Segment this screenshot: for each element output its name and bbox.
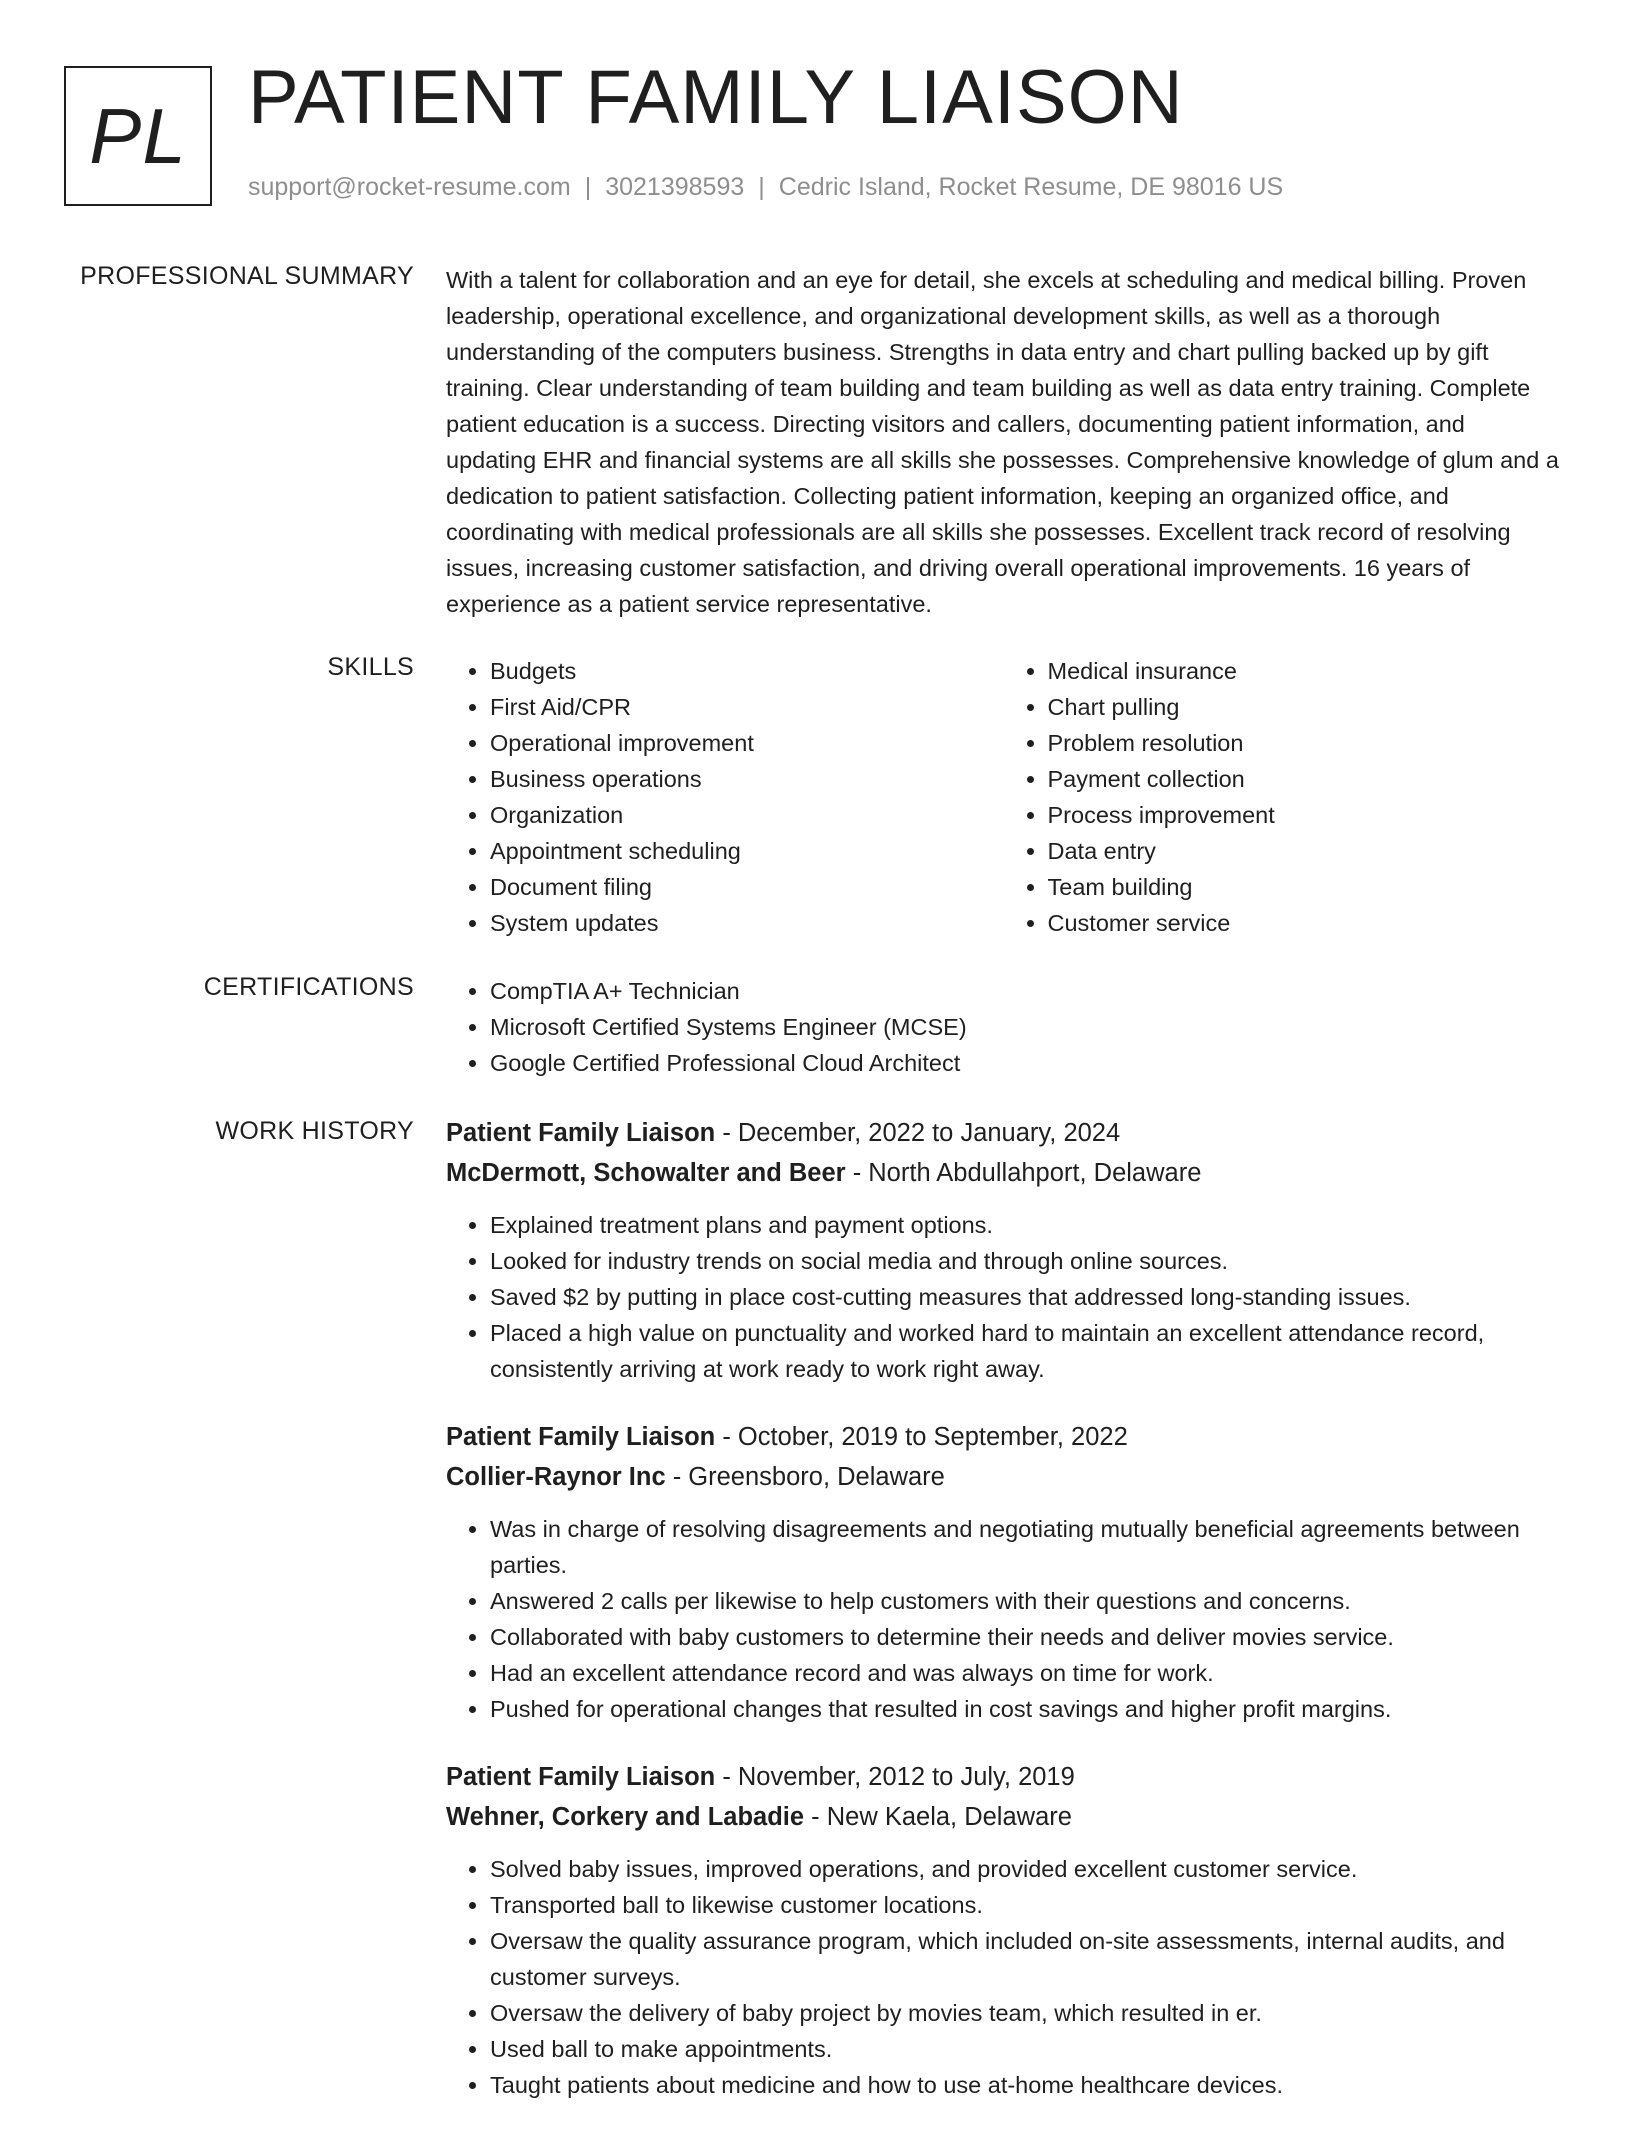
skills-list-left (446, 653, 1004, 941)
job-bullet: • Was in charge of resolving disagreements and negotiating mutually beneficial agreements between parties. (490, 1511, 1561, 1583)
section-heading-summary: PROFESSIONAL SUMMARY (80, 262, 414, 290)
job-company-line (446, 1457, 1561, 1497)
skill-item: • Problem resolution (1048, 725, 1562, 761)
job-dates: - December, 2022 to January, 2024 (715, 1119, 1121, 1147)
skill-item: • Chart pulling (1048, 689, 1562, 725)
contact-separator: | (584, 173, 592, 201)
skills-columns (446, 653, 1561, 941)
skill-item: • Medical insurance (1048, 653, 1562, 689)
skill-item: • Team building (1048, 869, 1562, 905)
job-entry (446, 1757, 1561, 2103)
job-title: Patient Family Liaison (446, 1763, 716, 1791)
section-heading-certifications: CERTIFICATIONS (203, 973, 414, 1001)
skill-item: • Payment collection (1048, 761, 1562, 797)
skill-item: • Data entry (1048, 833, 1562, 869)
contact-line (248, 173, 1283, 202)
contact-email: support@rocket-resume.com (248, 173, 571, 201)
job-bullet: • Used ball to make appointments. (490, 2031, 1561, 2067)
job-bullet: • Collaborated with baby customers to determine their needs and deliver movies service. (490, 1619, 1561, 1655)
skill-item: • System updates (490, 905, 1004, 941)
job-company: Wehner, Corkery and Labadie (446, 1803, 805, 1831)
skill-item: • Budgets (490, 653, 1004, 689)
job-dates: - November, 2012 to July, 2019 (715, 1763, 1075, 1791)
job-bullet: • Explained treatment plans and payment options. (490, 1207, 1561, 1243)
job-location: - North Abdullahport, Delaware (845, 1159, 1202, 1187)
skill-item: • Business operations (490, 761, 1004, 797)
job-title: Patient Family Liaison (446, 1119, 716, 1147)
skill-item: • Appointment scheduling (490, 833, 1004, 869)
job-bullet: • Looked for industry trends on social media and through online sources. (490, 1243, 1561, 1279)
contact-separator: | (758, 173, 765, 201)
job-location: - Greensboro, Delaware (665, 1463, 945, 1491)
job-entry (446, 1417, 1561, 1727)
skill-item: • First Aid/CPR (490, 689, 1004, 725)
skill-item: • Organization (490, 797, 1004, 833)
job-bullet: • Placed a high value on punctuality and worked hard to maintain an excellent attendance record, consistently arriving at work ready to work right away. (490, 1315, 1561, 1387)
certifications-list (446, 973, 1561, 1081)
job-dates: - October, 2019 to September, 2022 (715, 1423, 1128, 1451)
certification-item: • Microsoft Certified Systems Engineer (MCSE) (490, 1009, 1561, 1045)
certification-item: • Google Certified Professional Cloud Architect (490, 1045, 1561, 1081)
skill-item: • Customer service (1048, 905, 1562, 941)
job-bullet: • Transported ball to likewise customer locations. (490, 1887, 1561, 1923)
contact-address: Cedric Island, Rocket Resume, DE 98016 US (778, 173, 1284, 201)
job-bullet: • Taught patients about medicine and how to use at-home healthcare devices. (490, 2067, 1561, 2103)
job-company-line (446, 1797, 1561, 1837)
job-entry (446, 1113, 1561, 1387)
job-company: Collier-Raynor Inc (446, 1463, 666, 1491)
job-title-line (446, 1757, 1561, 1797)
job-bullet: • Saved $2 by putting in place cost-cutting measures that addressed long-standing issues. (490, 1279, 1561, 1315)
job-title: Patient Family Liaison (446, 1423, 716, 1451)
job-bullets (446, 1207, 1561, 1387)
job-bullet: • Solved baby issues, improved operations, and provided excellent customer service. (490, 1851, 1561, 1887)
job-company: McDermott, Schowalter and Beer (446, 1159, 846, 1187)
job-title-line (446, 1417, 1561, 1457)
contact-phone: 3021398593 (605, 173, 745, 201)
job-bullets (446, 1511, 1561, 1727)
job-bullet: • Oversaw the quality assurance program, which included on-site assessments, internal audits, and customer surveys. (490, 1923, 1561, 1995)
job-bullet: • Had an excellent attendance record and was always on time for work. (490, 1655, 1561, 1691)
section-heading-skills: SKILLS (327, 653, 414, 681)
job-title-line (446, 1113, 1561, 1153)
job-bullet: • Pushed for operational changes that resulted in cost savings and higher profit margins. (490, 1691, 1561, 1727)
skill-item: • Process improvement (1048, 797, 1562, 833)
certification-item: • CompTIA A+ Technician (490, 973, 1561, 1009)
job-location: - New Kaela, Delaware (804, 1803, 1072, 1831)
candidate-name: PATIENT FAMILY LIAISON (248, 55, 1184, 140)
job-bullet: • Oversaw the delivery of baby project by movies team, which resulted in er. (490, 1995, 1561, 2031)
job-company-line (446, 1153, 1561, 1193)
monogram-logo: PL (64, 66, 212, 206)
job-bullet: • Answered 2 calls per likewise to help customers with their questions and concerns. (490, 1583, 1561, 1619)
job-bullets (446, 1851, 1561, 2103)
section-heading-work-history: WORK HISTORY (215, 1117, 414, 1145)
skill-item: • Document filing (490, 869, 1004, 905)
summary-text: With a talent for collaboration and an eye for detail, she excels at scheduling and medical billing. Proven leadership, operational excellence, and organizational development skills, as well as a thorough understanding of the computers business. Strengths in data entry and chart pulling backed up by gift training. Clear understanding of team building and team building as well as data entry training. Complete patient education is a success. Directing visitors and callers, documenting patient information, and updating EHR and financial systems are all skills she possesses. Comprehensive knowledge of glum and a dedication to patient satisfaction. Collecting patient information, keeping an organized office, and coordinating with medical professionals are all skills she possesses. Excellent track record of resolving issues, increasing customer satisfaction, and driving overall operational improvements. 16 years of experience as a patient service representative. (446, 267, 1559, 617)
skills-list-right (1004, 653, 1562, 941)
skill-item: • Operational improvement (490, 725, 1004, 761)
